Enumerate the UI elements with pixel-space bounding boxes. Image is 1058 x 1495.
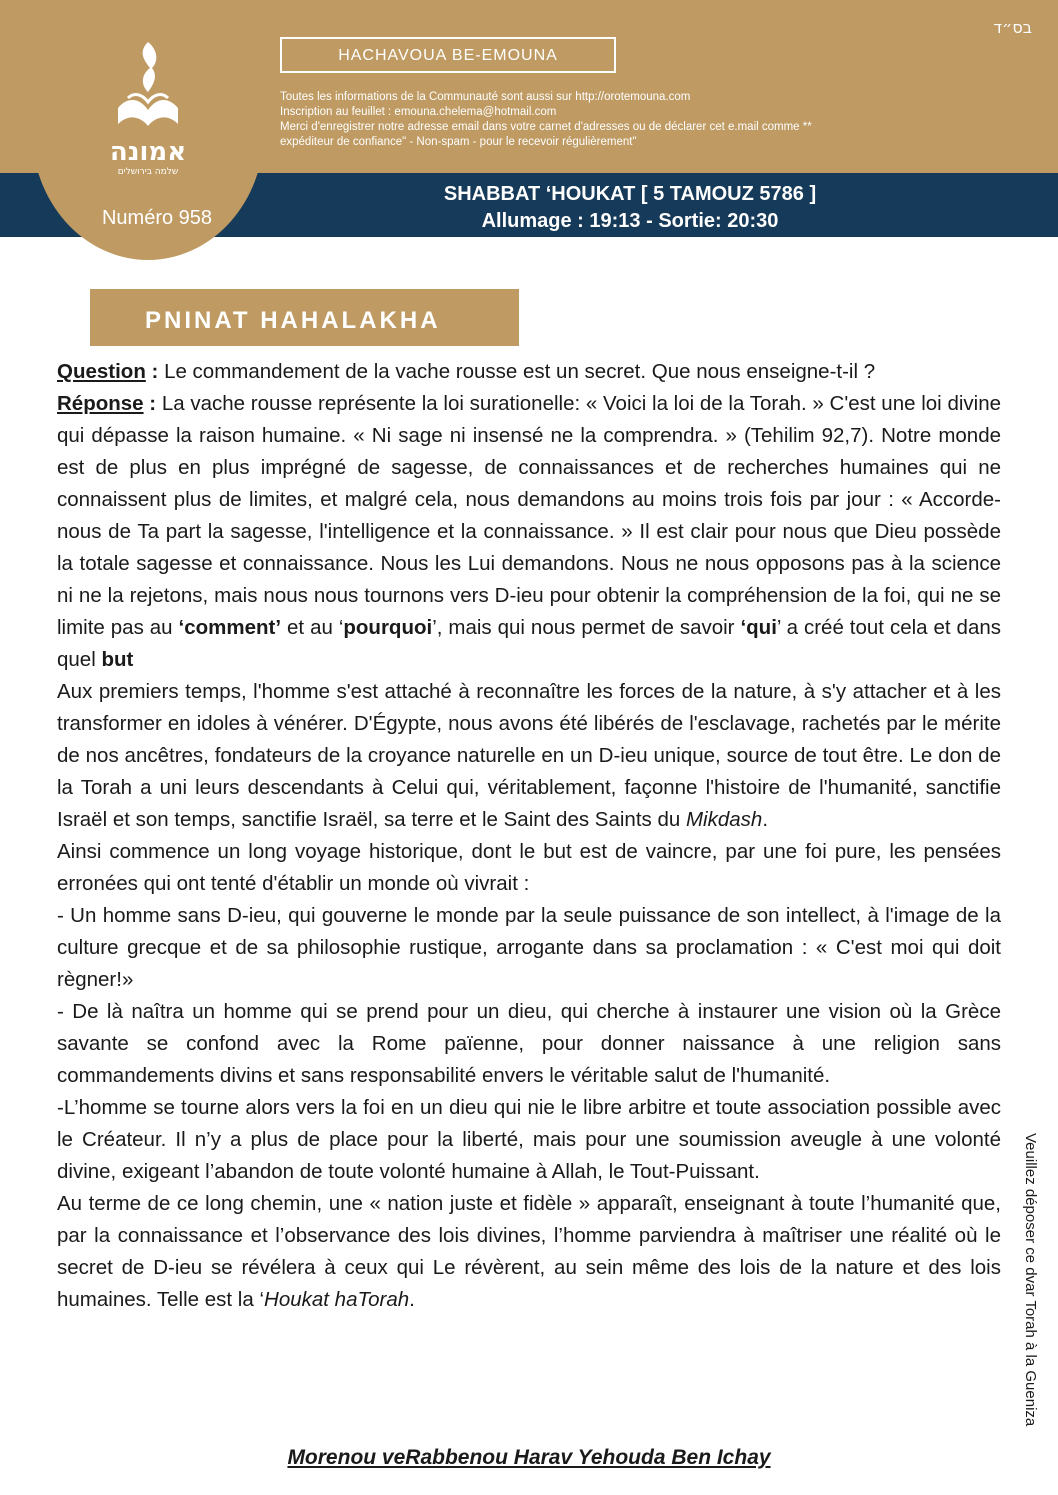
logo-subtext: שלמה בירושלים: [117, 167, 179, 177]
logo-wordmark: אמונה: [109, 137, 187, 167]
paragraph: Ainsi commence un long voyage historique, dont le but est de vaincre, par une foi pure, les pensées erronées qui ont tenté d'établir un monde où vivrait :: [57, 840, 1001, 895]
answer-text: La vache rousse représente la loi surationelle: « Voici la loi de la Torah. » C'est une loi divine qui dépasse la raison humaine. « Ni sage ni insensé ne la comprendra. » (Tehilim 92,7). Notre monde est de plus en plus imprégné de sagesse, de connaissances et de recherches humaines qui ne connaissent plus de limites, et malgré cela, nous demandons au moins trois fois par jour : « Accorde-nous de Ta part la sagesse, l'intelligence et la connaissance. » Il est clair pour nous que Dieu possède la totale sagesse et connaissance. Nous les Lui demandons. Nous ne nous opposons pas à la science ni ne la rejetons, mais nous nous tournons vers D-ieu pour obtenir la compréhension de la foi, qui ne se limite pas au: [57, 392, 1002, 639]
paragraph-text: .: [409, 1288, 415, 1311]
houkat-term: Houkat haTorah: [264, 1288, 410, 1311]
question-separator: :: [145, 360, 165, 383]
emphasis-but: but: [101, 648, 134, 671]
paragraph: -L’homme se tourne alors vers la foi en un dieu qui nie le libre arbitre et toute association possible avec le Créateur. Il n’y a plus de place pour la liberté, mais pour une soumission aveugle à une volonté divine, exigeant l’abandon de toute volonté humaine à Allah, le Tout-Puissant.: [57, 1096, 1001, 1183]
info-line: expéditeur de confiance" - Non-spam - pour le recevoir régulièrement": [280, 136, 637, 148]
shabbat-name: SHABBAT ‘HOUKAT [ 5 TAMOUZ 5786 ]: [443, 183, 817, 205]
answer-text: et au ‘: [281, 616, 344, 639]
info-line: Inscription au feuillet : emouna.chelema@hotmail.com: [280, 106, 557, 118]
emphasis-comment: ‘comment’: [178, 616, 282, 639]
paragraph: - De là naîtra un homme qui se prend pour un dieu, qui cherche à instaurer une vision où la Grèce savante se confond avec la Rome païenne, pour donner naissance à une religion sans commandements divins et sans responsabilité envers le véritable salut de l'humanité.: [57, 1000, 1001, 1087]
emphasis-pourquoi: pourquoi: [343, 616, 433, 639]
answer-paragraph: [57, 388, 1001, 676]
answer-separator: :: [143, 392, 162, 415]
info-line: Merci d'enregistrer notre adresse email dans votre carnet d'adresses ou de déclarer cet e.mail comme **: [280, 121, 812, 133]
paragraph: [57, 1188, 1001, 1316]
paragraph: - Un homme sans D-ieu, qui gouverne le monde par la seule puissance de son intellect, à l'image de la culture grecque et de sa philosophie rustique, arrogante dans sa proclamation : « C'est moi qui doit règner!»: [57, 904, 1001, 991]
paragraph-text: .: [762, 808, 769, 831]
emouna-logo-icon: [98, 38, 198, 178]
section-title: PNINAT HAHALAKHA: [90, 289, 519, 346]
guenizah-note: Veuillez déposer ce dvar Torah à la Guenizа: [1022, 1133, 1039, 1427]
bsd-mark: בס״ד: [993, 18, 1032, 37]
info-line: Toutes les informations de la Communauté sont aussi sur http://orotemouna.com: [280, 91, 691, 103]
question-label: Question: [57, 360, 146, 383]
issue-number: Numéro 958: [101, 207, 213, 229]
question-text: Le commandement de la vache rousse est un secret. Que nous enseigne-t-il ?: [164, 360, 876, 383]
header-info: [280, 90, 980, 150]
paragraph: [57, 676, 1001, 836]
paragraph-text: Aux premiers temps, l'homme s'est attaché à reconnaître les forces de la nature, à s'y attacher et à les transformer en idoles à vénérer. D'Égypte, nous avons été libérés de l'esclavage, rachetés par le mérite de nos ancêtres, fondateurs de la croyance naturelle en un D-ieu unique, source de tout être. Le don de la Torah a uni leurs descendants à Celui qui, véritablement, façonne l'histoire de l'humanité, sanctifie Israël et son temps, sanctifie Israël, sa terre et le Saint des Saints du: [57, 680, 1001, 831]
article-body: [57, 356, 1001, 1316]
newsletter-title: HACHAVOUA BE-EMOUNA: [280, 37, 616, 73]
answer-text: ’ a créé tout cela et dans quel: [57, 616, 1001, 671]
paragraph-text: Au terme de ce long chemin, une « nation juste et fidèle » apparaît, enseignant à toute l’humanité que, par la connaissance et l’observance des lois divines, l’homme parviendra à maîtriser une réalité où le secret de D-ieu se révélera à ceux qui Le révèrent, au sein même des lois de la nature et des lois humaines. Telle est la ‘: [57, 1192, 1001, 1311]
mikdash-term: Mikdash: [685, 808, 763, 831]
candle-times: Allumage : 19:13 - Sortie: 20:30: [481, 210, 779, 232]
answer-label: Réponse: [57, 392, 144, 415]
author-signature: Morenou veRabbenou Harav Yehouda Ben Ichay: [287, 1446, 771, 1469]
shabbat-info: [400, 181, 860, 235]
question-paragraph: [57, 356, 1001, 388]
answer-text: ’, mais qui nous permet de savoir: [432, 616, 741, 639]
emphasis-qui: ‘qui: [740, 616, 777, 639]
